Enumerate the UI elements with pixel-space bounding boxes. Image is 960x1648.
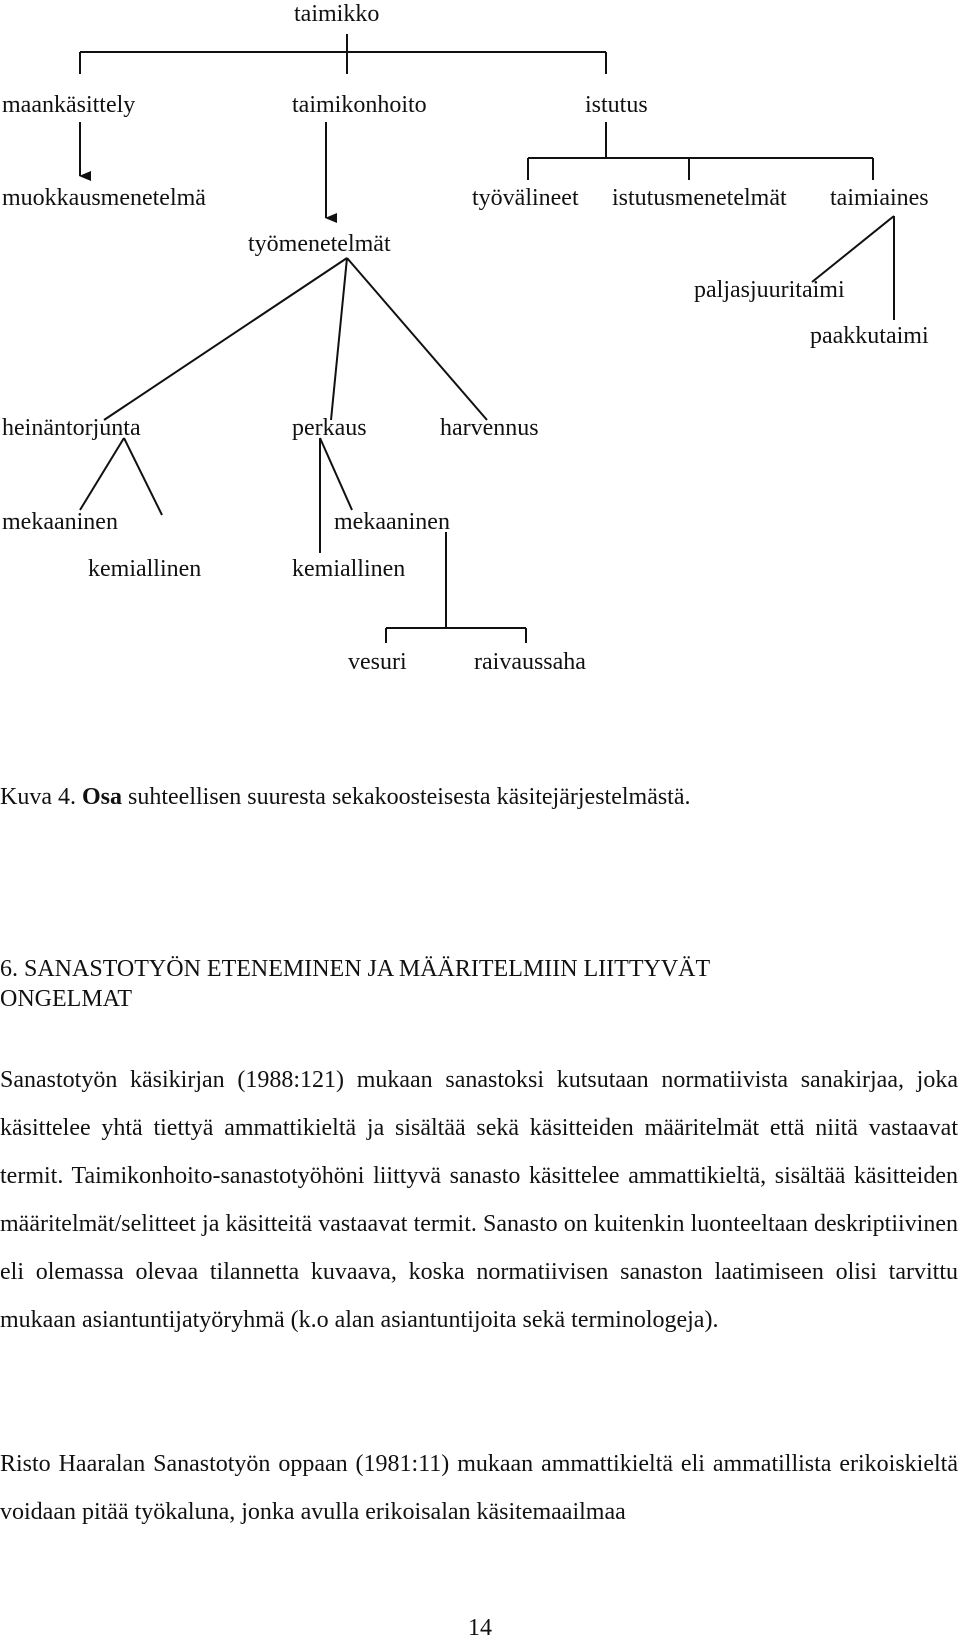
node-heinantorjunta-kemiallinen: kemiallinen — [88, 556, 202, 582]
node-taimikonhoito: taimikonhoito — [292, 92, 427, 118]
body-paragraph-2: Risto Haaralan Sanastotyön oppaan (1981:11) mukaan ammattikieltä eli ammatillista erikoiskieltä voidaan pitää työkaluna, jonka avulla erikoisalan käsitemaailmaa — [0, 1451, 958, 1525]
node-taimiaines: taimiaines — [830, 185, 929, 211]
node-harvennus: harvennus — [440, 415, 539, 441]
tyomenetelmat-left — [104, 258, 347, 420]
figure-caption — [0, 782, 691, 812]
node-istutus: istutus — [585, 92, 648, 118]
node-perkaus-mekaaninen: mekaaninen — [334, 509, 450, 535]
node-muokkausmenetelma: muokkausmenetelmä — [2, 185, 206, 211]
section-heading: 6. SANASTOTYÖN ETENEMINEN JA MÄÄRITELMIIN LIITTYVÄT ONGELMAT — [0, 956, 710, 1012]
node-tyovalineet: työvälineet — [472, 185, 579, 211]
node-heinantorjunta: heinäntorjunta — [2, 415, 141, 441]
node-istutusmenetelmat: istutusmenetelmät — [612, 185, 787, 211]
body-paragraph-1: Sanastotyön käsikirjan (1988:121) mukaan sanastoksi kutsutaan normatiivista sanakirjaa, joka käsittelee yhtä tiettyä ammattikieltä ja sisältää sekä käsitteiden määritelmät että niitä vastaavat termit. Taimikonhoito-sanastotyöhöni liittyvä sanasto käsittelee ammattikieltä, sisältää käsitteiden määritelmät/selitteet ja käsitteitä vastaavat termit. Sanasto on kuitenkin luonteeltaan deskriptiivinen eli olemassa olevaa tilannetta kuvaava, koska normatiivisen sanaston laatimiseen olisi tarvittu mukaan asiantuntijatyöryhmä (k.o alan asiantuntijoita sekä terminologeja). — [0, 1067, 958, 1333]
node-maankasittely: maankäsittely — [2, 92, 136, 118]
caption-bold: Osa — [81, 784, 122, 810]
node-raivaussaha: raivaussaha — [474, 649, 586, 675]
taimiaines-left — [812, 216, 894, 282]
node-perkaus-kemiallinen: kemiallinen — [292, 556, 406, 582]
page-number: 14 — [468, 1615, 492, 1641]
node-tyomenetelmat: työmenetelmät — [248, 231, 391, 257]
tyomenetelmat-mid — [331, 258, 347, 420]
caption-rest: suhteellisen suuresta sekakoosteisesta käsitejärjestelmästä. — [122, 784, 691, 810]
node-taimikko: taimikko — [294, 1, 380, 27]
node-paljasjuuritaimi: paljasjuuritaimi — [694, 277, 845, 303]
caption-prefix: Kuva 4. — [0, 784, 82, 810]
node-vesuri: vesuri — [348, 649, 407, 675]
node-heinantorjunta-mekaaninen: mekaaninen — [2, 509, 118, 535]
node-paakkutaimi: paakkutaimi — [810, 323, 929, 349]
node-perkaus: perkaus — [292, 415, 367, 441]
tyomenetelmat-right — [347, 258, 487, 420]
